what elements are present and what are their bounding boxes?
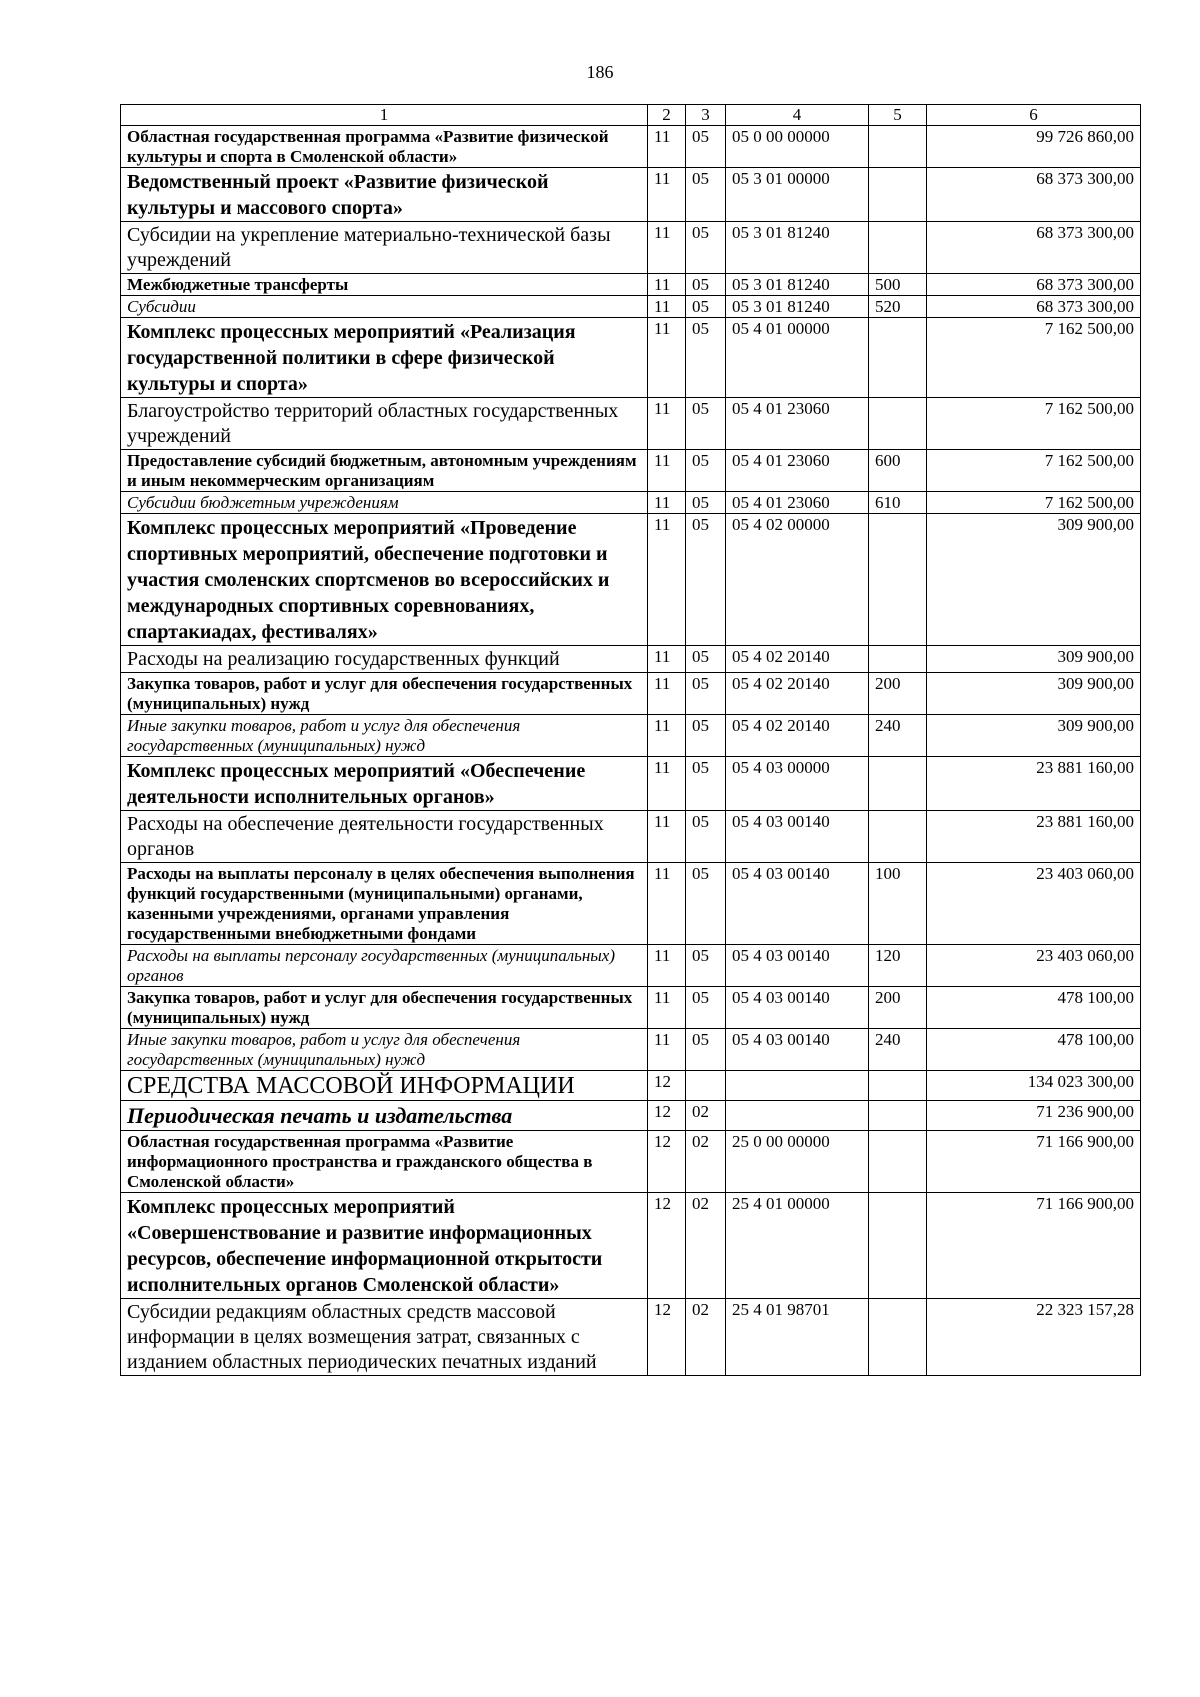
table-row xyxy=(121,1029,1141,1071)
row-amount: 23 403 060,00 xyxy=(927,863,1141,945)
row-expense-type xyxy=(869,811,927,863)
row-subsection: 05 xyxy=(686,296,726,318)
row-expense-type xyxy=(869,126,927,168)
row-name: Комплекс процессных мероприятий «Обеспечение деятельности исполнительных органов» xyxy=(121,757,648,811)
row-target-code: 05 3 01 81240 xyxy=(726,222,869,274)
row-amount: 99 726 860,00 xyxy=(927,126,1141,168)
row-amount: 309 900,00 xyxy=(927,646,1141,673)
row-section: 11 xyxy=(648,492,686,514)
row-expense-type: 200 xyxy=(869,673,927,715)
row-subsection: 05 xyxy=(686,1029,726,1071)
row-expense-type: 240 xyxy=(869,1029,927,1071)
table-row xyxy=(121,492,1141,514)
header-col-2: 2 xyxy=(648,105,686,126)
row-expense-type xyxy=(869,757,927,811)
row-name: Комплекс процессных мероприятий «Проведение спортивных мероприятий, обеспечение подготовки и участия смоленских спортсменов во всероссийских и международных спортивных соревнованиях, спартакиадах, фестивалях» xyxy=(121,514,648,646)
row-expense-type: 520 xyxy=(869,296,927,318)
page-number: 186 xyxy=(586,62,614,82)
row-amount: 68 373 300,00 xyxy=(927,274,1141,296)
row-section: 11 xyxy=(648,450,686,492)
row-subsection: 05 xyxy=(686,646,726,673)
row-amount: 71 166 900,00 xyxy=(927,1131,1141,1193)
row-target-code: 05 4 01 00000 xyxy=(726,318,869,398)
row-section: 11 xyxy=(648,945,686,987)
row-section: 11 xyxy=(648,673,686,715)
row-section: 11 xyxy=(648,757,686,811)
row-target-code: 25 4 01 00000 xyxy=(726,1193,869,1299)
row-expense-type: 100 xyxy=(869,863,927,945)
row-target-code: 05 3 01 00000 xyxy=(726,168,869,222)
row-amount: 309 900,00 xyxy=(927,715,1141,757)
row-target-code xyxy=(726,1071,869,1101)
row-target-code: 05 3 01 81240 xyxy=(726,296,869,318)
row-expense-type: 240 xyxy=(869,715,927,757)
row-subsection: 05 xyxy=(686,811,726,863)
row-subsection: 02 xyxy=(686,1101,726,1131)
row-expense-type: 610 xyxy=(869,492,927,514)
row-target-code: 05 0 00 00000 xyxy=(726,126,869,168)
row-name: Благоустройство территорий областных государственных учреждений xyxy=(121,398,648,450)
table-row xyxy=(121,274,1141,296)
row-section: 11 xyxy=(648,168,686,222)
row-subsection: 05 xyxy=(686,126,726,168)
row-name: Комплекс процессных мероприятий «Реализация государственной политики в сфере физической культуры и спорта» xyxy=(121,318,648,398)
row-name: Закупка товаров, работ и услуг для обеспечения государственных (муниципальных) нужд xyxy=(121,673,648,715)
table-row xyxy=(121,715,1141,757)
table-body xyxy=(121,126,1141,1376)
row-expense-type: 200 xyxy=(869,987,927,1029)
row-target-code: 05 4 02 20140 xyxy=(726,673,869,715)
row-name: Иные закупки товаров, работ и услуг для обеспечения государственных (муниципальных) нужд xyxy=(121,715,648,757)
header-col-3: 3 xyxy=(686,105,726,126)
table-row xyxy=(121,450,1141,492)
row-amount: 23 881 160,00 xyxy=(927,757,1141,811)
row-expense-type xyxy=(869,1071,927,1101)
row-name: Закупка товаров, работ и услуг для обеспечения государственных (муниципальных) нужд xyxy=(121,987,648,1029)
header-col-6: 6 xyxy=(927,105,1141,126)
row-amount: 309 900,00 xyxy=(927,673,1141,715)
row-name: СРЕДСТВА МАССОВОЙ ИНФОРМАЦИИ xyxy=(121,1071,648,1101)
row-amount: 7 162 500,00 xyxy=(927,398,1141,450)
row-target-code: 05 4 03 00140 xyxy=(726,987,869,1029)
row-amount: 68 373 300,00 xyxy=(927,222,1141,274)
row-section: 12 xyxy=(648,1193,686,1299)
row-section: 12 xyxy=(648,1299,686,1376)
header-col-4: 4 xyxy=(726,105,869,126)
row-subsection xyxy=(686,1071,726,1101)
row-expense-type: 120 xyxy=(869,945,927,987)
row-subsection: 05 xyxy=(686,168,726,222)
row-target-code: 05 4 03 00000 xyxy=(726,757,869,811)
row-amount: 478 100,00 xyxy=(927,987,1141,1029)
row-expense-type: 500 xyxy=(869,274,927,296)
row-amount: 7 162 500,00 xyxy=(927,318,1141,398)
row-name: Ведомственный проект «Развитие физической культуры и массового спорта» xyxy=(121,168,648,222)
row-section: 11 xyxy=(648,296,686,318)
row-subsection: 05 xyxy=(686,863,726,945)
row-subsection: 05 xyxy=(686,274,726,296)
row-target-code: 05 4 01 23060 xyxy=(726,398,869,450)
row-section: 11 xyxy=(648,274,686,296)
row-expense-type xyxy=(869,318,927,398)
row-name: Комплекс процессных мероприятий «Совершенствование и развитие информационных ресурсов, обеспечение информационной открытости исполнительных органов Смоленской области» xyxy=(121,1193,648,1299)
row-section: 12 xyxy=(648,1131,686,1193)
table-row xyxy=(121,514,1141,646)
row-target-code: 05 4 02 20140 xyxy=(726,646,869,673)
table-row xyxy=(121,987,1141,1029)
row-target-code: 05 4 01 23060 xyxy=(726,492,869,514)
row-subsection: 05 xyxy=(686,945,726,987)
table-row xyxy=(121,1193,1141,1299)
row-subsection: 05 xyxy=(686,492,726,514)
header-col-1: 1 xyxy=(121,105,648,126)
table-row xyxy=(121,398,1141,450)
table-row xyxy=(121,1131,1141,1193)
row-section: 11 xyxy=(648,514,686,646)
row-section: 11 xyxy=(648,811,686,863)
row-subsection: 05 xyxy=(686,757,726,811)
row-subsection: 02 xyxy=(686,1131,726,1193)
row-section: 11 xyxy=(648,1029,686,1071)
row-amount: 134 023 300,00 xyxy=(927,1071,1141,1101)
header-col-5: 5 xyxy=(869,105,927,126)
row-amount: 309 900,00 xyxy=(927,514,1141,646)
row-name: Субсидии на укрепление материально-технической базы учреждений xyxy=(121,222,648,274)
table-row xyxy=(121,296,1141,318)
row-amount: 71 166 900,00 xyxy=(927,1193,1141,1299)
row-name: Предоставление субсидий бюджетным, автономным учреждениям и иным некоммерческим организациям xyxy=(121,450,648,492)
row-name: Субсидии бюджетным учреждениям xyxy=(121,492,648,514)
row-name: Расходы на выплаты персоналу государственных (муниципальных) органов xyxy=(121,945,648,987)
row-name: Субсидии редакциям областных средств массовой информации в целях возмещения затрат, связанных с изданием областных периодических печатных изданий xyxy=(121,1299,648,1376)
row-section: 11 xyxy=(648,863,686,945)
row-amount: 7 162 500,00 xyxy=(927,492,1141,514)
row-target-code: 05 3 01 81240 xyxy=(726,274,869,296)
row-expense-type xyxy=(869,222,927,274)
row-target-code: 25 4 01 98701 xyxy=(726,1299,869,1376)
table-row xyxy=(121,811,1141,863)
table-row xyxy=(121,126,1141,168)
row-subsection: 05 xyxy=(686,450,726,492)
row-target-code: 05 4 01 23060 xyxy=(726,450,869,492)
row-subsection: 02 xyxy=(686,1299,726,1376)
row-expense-type xyxy=(869,1299,927,1376)
row-subsection: 05 xyxy=(686,673,726,715)
row-name: Субсидии xyxy=(121,296,648,318)
row-amount: 68 373 300,00 xyxy=(927,296,1141,318)
row-target-code: 05 4 03 00140 xyxy=(726,945,869,987)
row-target-code: 05 4 03 00140 xyxy=(726,863,869,945)
table-row xyxy=(121,757,1141,811)
row-subsection: 05 xyxy=(686,222,726,274)
table-row xyxy=(121,1299,1141,1376)
table-row xyxy=(121,646,1141,673)
row-name: Областная государственная программа «Развитие информационного пространства и гражданского общества в Смоленской области» xyxy=(121,1131,648,1193)
row-name: Расходы на выплаты персоналу в целях обеспечения выполнения функций государственными (муниципальными) органами, казенными учреждениями, органами управления государственными внебюджетными фондами xyxy=(121,863,648,945)
row-amount: 23 881 160,00 xyxy=(927,811,1141,863)
row-section: 11 xyxy=(648,398,686,450)
row-target-code: 05 4 03 00140 xyxy=(726,811,869,863)
row-section: 11 xyxy=(648,222,686,274)
row-subsection: 02 xyxy=(686,1193,726,1299)
row-target-code: 05 4 03 00140 xyxy=(726,1029,869,1071)
row-expense-type xyxy=(869,1101,927,1131)
row-section: 12 xyxy=(648,1101,686,1131)
row-target-code: 25 0 00 00000 xyxy=(726,1131,869,1193)
row-expense-type: 600 xyxy=(869,450,927,492)
row-expense-type xyxy=(869,646,927,673)
table-row xyxy=(121,168,1141,222)
row-name: Периодическая печать и издательства xyxy=(121,1101,648,1131)
row-section: 11 xyxy=(648,318,686,398)
table-row xyxy=(121,863,1141,945)
row-name: Областная государственная программа «Развитие физической культуры и спорта в Смоленской области» xyxy=(121,126,648,168)
row-expense-type xyxy=(869,398,927,450)
row-target-code xyxy=(726,1101,869,1131)
row-expense-type xyxy=(869,1193,927,1299)
row-subsection: 05 xyxy=(686,715,726,757)
row-expense-type xyxy=(869,1131,927,1193)
row-name: Расходы на реализацию государственных функций xyxy=(121,646,648,673)
row-name: Расходы на обеспечение деятельности государственных органов xyxy=(121,811,648,863)
row-expense-type xyxy=(869,168,927,222)
row-name: Иные закупки товаров, работ и услуг для обеспечения государственных (муниципальных) нужд xyxy=(121,1029,648,1071)
row-subsection: 05 xyxy=(686,987,726,1029)
row-section: 12 xyxy=(648,1071,686,1101)
budget-table xyxy=(120,104,1141,1376)
row-name: Межбюджетные трансферты xyxy=(121,274,648,296)
row-subsection: 05 xyxy=(686,318,726,398)
row-section: 11 xyxy=(648,126,686,168)
row-amount: 22 323 157,28 xyxy=(927,1299,1141,1376)
table-row xyxy=(121,945,1141,987)
row-amount: 71 236 900,00 xyxy=(927,1101,1141,1131)
row-target-code: 05 4 02 00000 xyxy=(726,514,869,646)
row-amount: 7 162 500,00 xyxy=(927,450,1141,492)
row-section: 11 xyxy=(648,715,686,757)
table-row xyxy=(121,222,1141,274)
table-row xyxy=(121,673,1141,715)
row-section: 11 xyxy=(648,987,686,1029)
row-target-code: 05 4 02 20140 xyxy=(726,715,869,757)
row-subsection: 05 xyxy=(686,514,726,646)
row-amount: 23 403 060,00 xyxy=(927,945,1141,987)
row-subsection: 05 xyxy=(686,398,726,450)
row-section: 11 xyxy=(648,646,686,673)
row-amount: 68 373 300,00 xyxy=(927,168,1141,222)
table-row xyxy=(121,1071,1141,1101)
table-row xyxy=(121,318,1141,398)
header-row xyxy=(121,105,1141,126)
table-row xyxy=(121,1101,1141,1131)
row-expense-type xyxy=(869,514,927,646)
row-amount: 478 100,00 xyxy=(927,1029,1141,1071)
